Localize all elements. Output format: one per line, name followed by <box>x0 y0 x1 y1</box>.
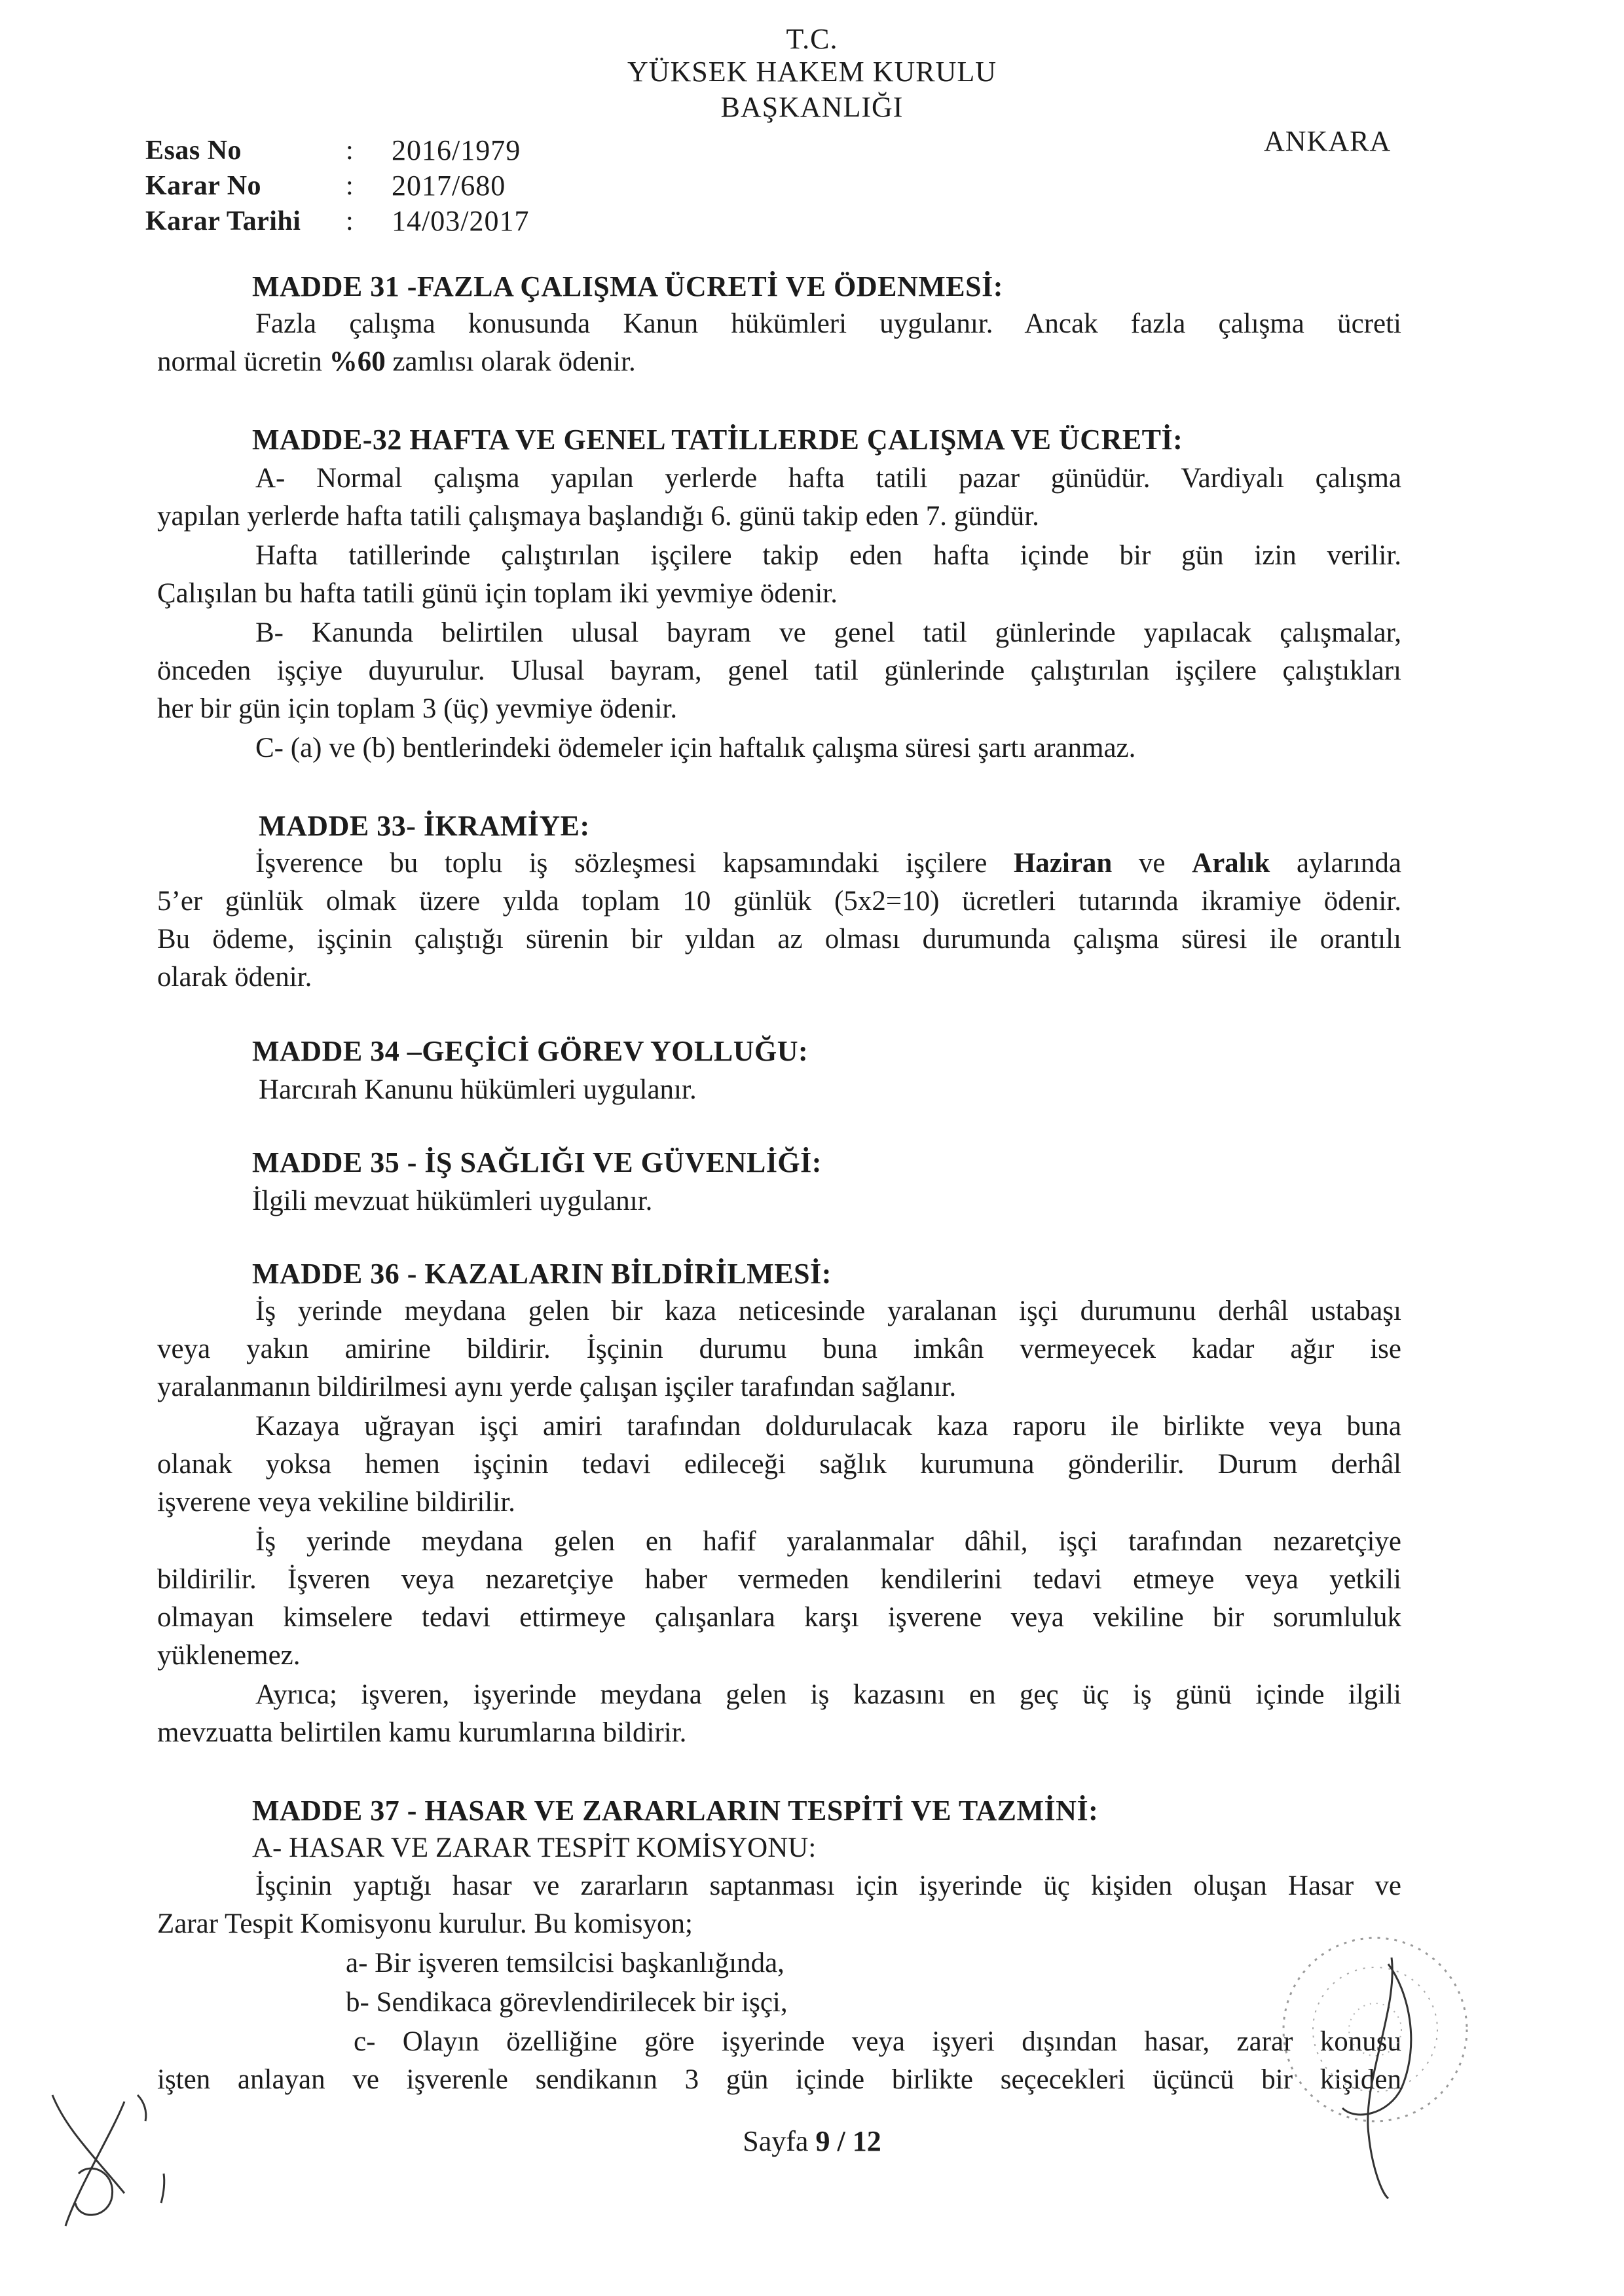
paragraph-line: A- Normal çalışma yapılan yerlerde hafta tatili pazar günüdür. Vardiyalı çalışma <box>255 463 1401 494</box>
paragraph-line: önceden işçiye duyurulur. Ulusal bayram, genel tatil günlerinde çalıştırılan işçilere çalıştıkları <box>157 655 1401 686</box>
header-city: ANKARA <box>1264 125 1392 157</box>
article-31-heading: MADDE 31 -FAZLA ÇALIŞMA ÜCRETİ VE ÖDENMESİ: <box>252 270 1003 302</box>
text-run: normal ücretin <box>157 346 329 377</box>
article-32-heading: MADDE-32 HAFTA VE GENEL TATİLLERDE ÇALIŞMA VE ÜCRETİ: <box>252 424 1183 456</box>
meta-tarih-value: 14/03/2017 <box>392 205 530 237</box>
paragraph-line: Ayrıca; işveren, işyerinde meydana gelen iş kazasını en geç üç iş günü içinde ilgili <box>255 1679 1401 1710</box>
overtime-rate: %60 <box>329 346 386 377</box>
article-36-heading: MADDE 36 - KAZALARIN BİLDİRİLMESİ: <box>252 1258 832 1290</box>
page-current: 9 <box>815 2125 830 2157</box>
paragraph-line: Fazla çalışma konusunda Kanun hükümleri uygulanır. Ancak fazla çalışma ücreti <box>255 308 1401 339</box>
paragraph-line: yüklenemez. <box>157 1640 301 1671</box>
list-item: a- Bir işveren temsilcisi başkanlığında, <box>346 1948 784 1978</box>
article-35-heading: MADDE 35 - İŞ SAĞLIĞI VE GÜVENLİĞİ: <box>252 1146 822 1178</box>
paragraph-line: olmayan kimselere tedavi ettirmeye çalışanlara karşı işverene veya vekiline bir sorumluluk <box>157 1602 1401 1633</box>
paragraph-line <box>157 346 1401 378</box>
paragraph-line: olarak ödenir. <box>157 962 312 993</box>
paragraph-line: işverene veya vekiline bildirilir. <box>157 1487 515 1518</box>
meta-esas-value: 2016/1979 <box>392 134 521 166</box>
signature-icon <box>39 2075 196 2246</box>
meta-tarih-label: Karar Tarihi <box>145 206 301 236</box>
paragraph-line: İş yerinde meydana gelen bir kaza neticesinde yaralanan işçi durumunu derhâl ustabaşı <box>255 1296 1401 1326</box>
article-33-heading: MADDE 33- İKRAMİYE: <box>259 810 590 842</box>
paragraph-line: veya yakın amirine bildirir. İşçinin durumu buna imkân vermeyecek kadar ağır ise <box>157 1334 1401 1364</box>
paragraph-line: yaralanmanın bildirilmesi aynı yerde çalışan işçiler tarafından sağlanır. <box>157 1372 957 1402</box>
paragraph-line: olanak yoksa hemen işçinin tedavi edileceği sağlık kurumuna gönderilir. Durum derhâl <box>157 1449 1401 1480</box>
paragraph-line <box>255 847 1401 879</box>
page-total: 12 <box>852 2125 881 2157</box>
text-run: aylarında <box>1270 848 1401 879</box>
subsection-heading: A- HASAR VE ZARAR TESPİT KOMİSYONU: <box>252 1832 817 1863</box>
paragraph-line: Zarar Tespit Komisyonu kurulur. Bu komisyon; <box>157 1908 693 1939</box>
paragraph-line: işten anlayan ve işverenle sendikanın 3 gün içinde birlikte seçecekleri üçüncü bir kişiden <box>157 2064 1401 2095</box>
paragraph-line: Bu ödeme, işçinin çalıştığı sürenin bir yıldan az olması durumunda çalışma süresi ile orantılı <box>157 924 1401 955</box>
official-stamp-icon <box>1257 1918 1493 2200</box>
paragraph-line: Hafta tatillerinde çalıştırılan işçilere takip eden hafta içinde bir gün izin verilir. <box>255 540 1401 571</box>
meta-colon: : <box>346 171 354 201</box>
paragraph-line: B- Kanunda belirtilen ulusal bayram ve genel tatil günlerinde yapılacak çalışmalar, <box>255 617 1401 648</box>
text-run: zamlısı olarak ödenir. <box>385 346 636 377</box>
header-presidency: BAŞKANLIĞI <box>720 91 904 123</box>
text-run: İşverence bu toplu iş sözleşmesi kapsamındaki işçilere <box>255 848 1014 879</box>
paragraph-line: C- (a) ve (b) bentlerindeki ödemeler için haftalık çalışma süresi şartı aranmaz. <box>255 733 1136 763</box>
meta-karar-value: 2017/680 <box>392 170 506 202</box>
paragraph-line: Kazaya uğrayan işçi amiri tarafından doldurulacak kaza raporu ile birlikte veya buna <box>255 1411 1401 1442</box>
paragraph-line: Harcırah Kanunu hükümleri uygulanır. <box>259 1074 697 1105</box>
paragraph-line: 5’er günlük olmak üzere yılda toplam 10 günlük (5x2=10) ücretleri tutarında ikramiye ödenir. <box>157 886 1401 917</box>
paragraph-line: bildirilir. İşveren veya nezaretçiye haber vermeden kendilerini tedavi etmeye veya yetkili <box>157 1564 1401 1595</box>
text-run: ve <box>1112 848 1192 879</box>
paragraph-line: İşçinin yaptığı hasar ve zararların saptanması için işyerinde üç kişiden oluşan Hasar ve <box>255 1870 1401 1901</box>
page-separator: / <box>830 2125 853 2157</box>
list-item: b- Sendikaca görevlendirilecek bir işçi, <box>346 1987 788 2018</box>
meta-karar-label: Karar No <box>145 171 262 201</box>
header-tc: T.C. <box>786 23 838 55</box>
paragraph-line: yapılan yerlerde hafta tatili çalışmaya başlandığı 6. günü takip eden 7. gündür. <box>157 501 1039 532</box>
article-34-heading: MADDE 34 –GEÇİCİ GÖREV YOLLUĞU: <box>252 1035 809 1067</box>
meta-esas-label: Esas No <box>145 136 242 166</box>
paragraph-line: İş yerinde meydana gelen en hafif yaralanmalar dâhil, işçi tarafından nezaretçiye <box>255 1526 1401 1557</box>
paragraph-line: İlgili mevzuat hükümleri uygulanır. <box>252 1186 653 1216</box>
meta-colon: : <box>346 136 354 166</box>
meta-colon: : <box>346 206 354 236</box>
paragraph-line: Çalışılan bu hafta tatili günü için toplam iki yevmiye ödenir. <box>157 578 838 609</box>
page-label: Sayfa <box>743 2125 816 2157</box>
paragraph-line: mevzuatta belirtilen kamu kurumlarına bildirir. <box>157 1717 687 1748</box>
header-institution: YÜKSEK HAKEM KURULU <box>627 56 997 88</box>
month-june: Haziran <box>1013 848 1113 879</box>
paragraph-line: her bir gün için toplam 3 (üç) yevmiye ödenir. <box>157 693 678 724</box>
month-december: Aralık <box>1192 848 1270 879</box>
list-item: c- Olayın özelliğine göre işyerinde veya işyeri dışından hasar, zarar konusu <box>354 2026 1401 2057</box>
article-37-heading: MADDE 37 - HASAR VE ZARARLARIN TESPİTİ VE TAZMİNİ: <box>252 1795 1099 1827</box>
